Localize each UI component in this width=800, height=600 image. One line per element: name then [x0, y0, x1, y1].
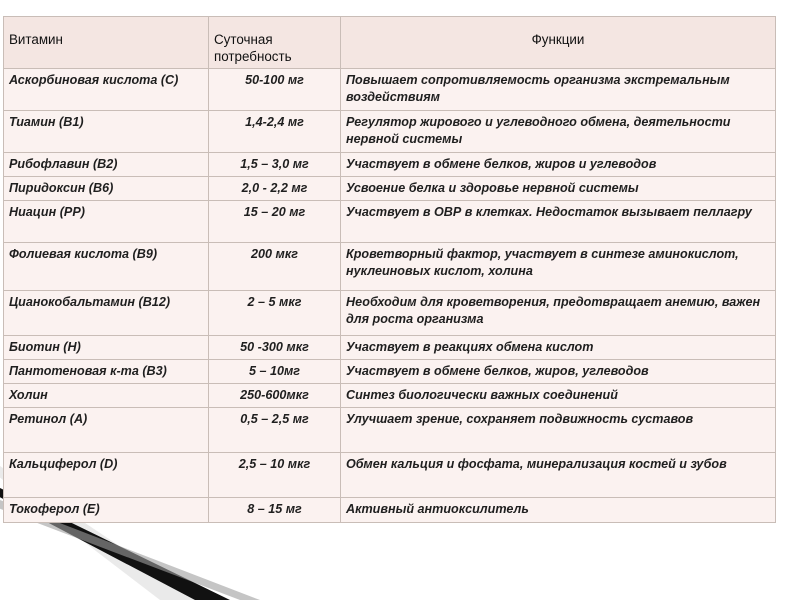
vitamin-function: Необходим для кроветворения, предотвращает анемию, важен для роста организма: [341, 291, 776, 336]
vitamin-function: Повышает сопротивляемость организма экстремальным воздействиям: [341, 69, 776, 111]
vitamin-name: Пиридоксин (В6): [4, 177, 209, 201]
vitamin-table: [3, 16, 776, 523]
vitamin-function: Улучшает зрение, сохраняет подвижность суставов: [341, 408, 776, 453]
table-row: [4, 69, 776, 111]
vitamin-function: Участвует в ОВР в клетках. Недостаток вызывает пеллагру: [341, 201, 776, 243]
daily-dose: 250-600мкг: [209, 384, 341, 408]
vitamin-name: Ретинол (А): [4, 408, 209, 453]
header-daily-need: Суточная потребность: [209, 17, 341, 69]
vitamin-function: Активный антиоксилитель: [341, 498, 776, 523]
daily-dose: 1,4-2,4 мг: [209, 111, 341, 153]
daily-dose: 50 -300 мкг: [209, 336, 341, 360]
table-row: [4, 408, 776, 453]
table-header-row: [4, 17, 776, 69]
vitamin-function: Участвует в реакциях обмена кислот: [341, 336, 776, 360]
daily-dose: 8 – 15 мг: [209, 498, 341, 523]
header-vitamin: Витамин: [4, 17, 209, 69]
vitamin-function: Участвует в обмене белков, жиров и углеводов: [341, 153, 776, 177]
vitamin-name: Цианокобальтамин (В12): [4, 291, 209, 336]
daily-dose: 200 мкг: [209, 243, 341, 291]
table-row: [4, 177, 776, 201]
table-row: [4, 453, 776, 498]
vitamin-name: Токоферол (Е): [4, 498, 209, 523]
daily-dose: 5 – 10мг: [209, 360, 341, 384]
vitamin-name: Рибофлавин (В2): [4, 153, 209, 177]
daily-dose: 1,5 – 3,0 мг: [209, 153, 341, 177]
daily-dose: 2,5 – 10 мкг: [209, 453, 341, 498]
vitamin-function: Обмен кальция и фосфата, минерализация костей и зубов: [341, 453, 776, 498]
table-row: [4, 498, 776, 523]
table-row: [4, 336, 776, 360]
vitamin-name: Фолиевая кислота (В9): [4, 243, 209, 291]
vitamin-function: Регулятор жирового и углеводного обмена, деятельности нервной системы: [341, 111, 776, 153]
daily-dose: 2,0 - 2,2 мг: [209, 177, 341, 201]
table-row: [4, 111, 776, 153]
vitamin-function: Усвоение белка и здоровье нервной системы: [341, 177, 776, 201]
daily-dose: 0,5 – 2,5 мг: [209, 408, 341, 453]
table-row: [4, 384, 776, 408]
vitamin-name: Тиамин (В1): [4, 111, 209, 153]
table-row: [4, 243, 776, 291]
vitamin-function: Синтез биологически важных соединений: [341, 384, 776, 408]
header-functions: Функции: [341, 17, 776, 69]
vitamin-name: Аскорбиновая кислота (С): [4, 69, 209, 111]
daily-dose: 15 – 20 мг: [209, 201, 341, 243]
vitamin-name: Кальциферол (D): [4, 453, 209, 498]
table-row: [4, 201, 776, 243]
daily-dose: 50-100 мг: [209, 69, 341, 111]
vitamin-function: Участвует в обмене белков, жиров, углеводов: [341, 360, 776, 384]
vitamin-name: Холин: [4, 384, 209, 408]
vitamin-name: Пантотеновая к-та (В3): [4, 360, 209, 384]
vitamin-name: Ниацин (РР): [4, 201, 209, 243]
table-row: [4, 291, 776, 336]
vitamin-function: Кроветворный фактор, участвует в синтезе аминокислот, нуклеиновых кислот, холина: [341, 243, 776, 291]
daily-dose: 2 – 5 мкг: [209, 291, 341, 336]
table-row: [4, 360, 776, 384]
table-row: [4, 153, 776, 177]
vitamin-name: Биотин (Н): [4, 336, 209, 360]
